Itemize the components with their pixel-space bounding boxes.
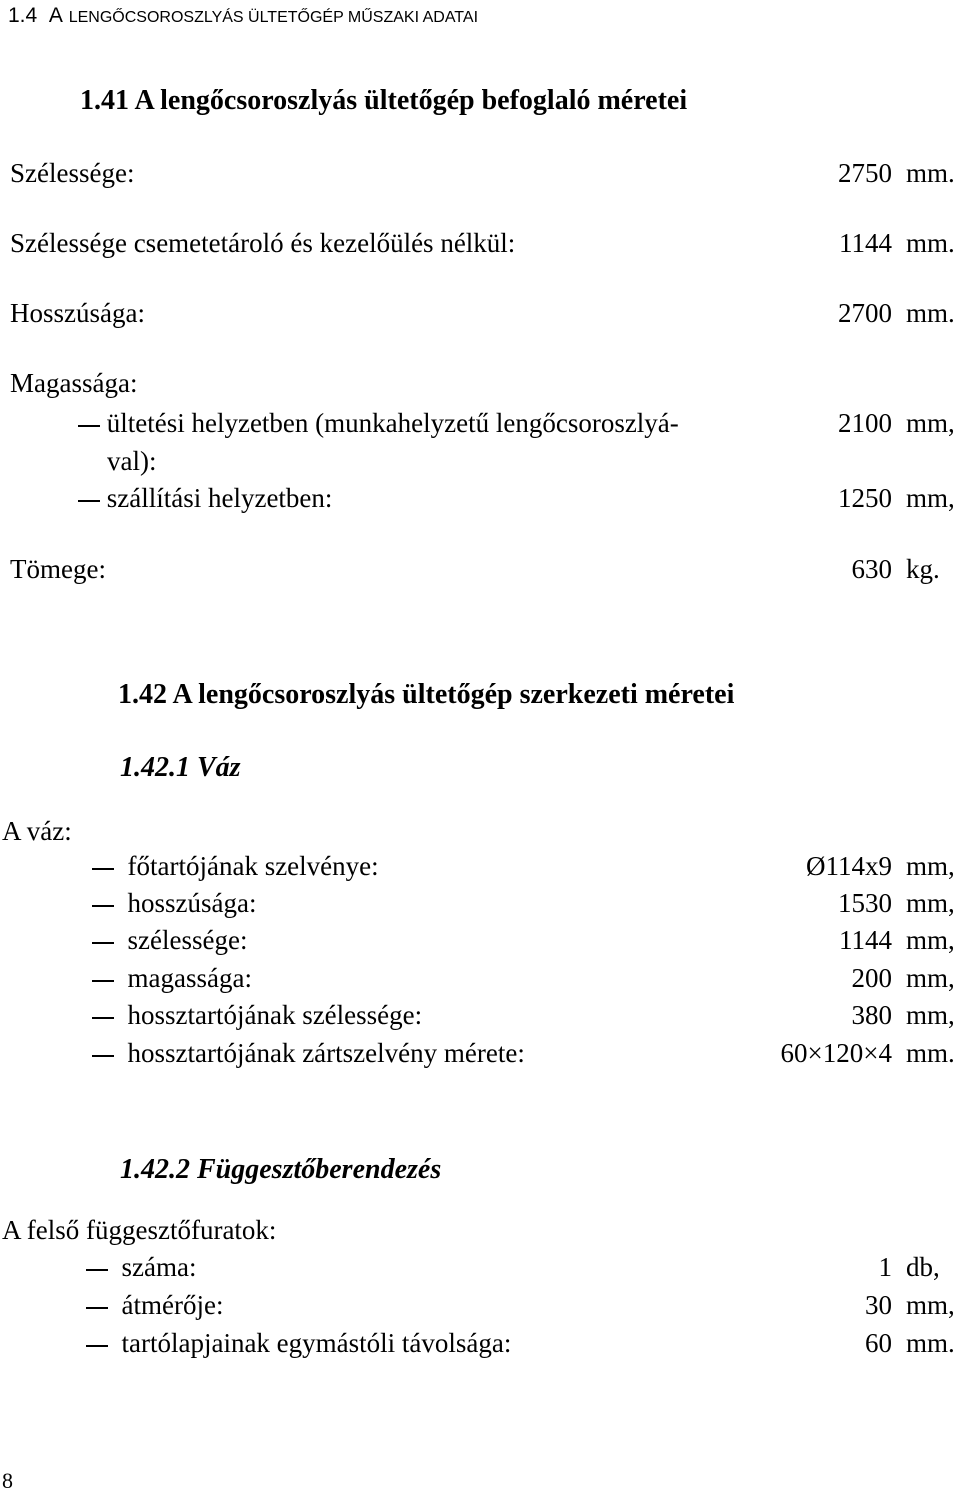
frame-item-unit: mm,	[906, 963, 955, 993]
section-title	[8, 4, 478, 28]
width-without-storage-unit: mm.	[906, 228, 955, 258]
hitch-item-label: átmérője:	[121, 1290, 224, 1320]
hitch-item-value: 30	[865, 1290, 892, 1320]
hitch-item-value: 60	[865, 1328, 892, 1358]
frame-item-value: 1144	[839, 925, 892, 955]
mass-label: Tömege:	[10, 554, 106, 584]
mass-value: 630	[851, 554, 892, 584]
page-number: 8	[2, 1468, 13, 1493]
frame-item-label: főtartójának szelvénye:	[127, 851, 379, 881]
height-transport-item	[78, 483, 332, 514]
dash-bullet	[92, 980, 114, 983]
width-value: 2750	[838, 158, 892, 188]
frame-item	[92, 925, 247, 956]
length-value: 2700	[838, 298, 892, 328]
mass-unit: kg.	[906, 554, 940, 584]
frame-item-label: hosszúsága:	[127, 888, 257, 918]
frame-item-unit: mm,	[906, 1000, 955, 1030]
height-label: Magassága:	[10, 368, 138, 398]
frame-item-unit: mm,	[906, 925, 955, 955]
section-number: 1.4	[8, 4, 38, 27]
hitch-intro: A felső függesztőfuratok:	[2, 1215, 277, 1245]
height-transport-label: szállítási helyzetben:	[106, 483, 333, 513]
frame-item-value: Ø114x9	[806, 851, 892, 881]
hitch-item-label: tartólapjainak egymástóli távolsága:	[121, 1328, 512, 1358]
frame-item	[92, 888, 256, 919]
hitch-item-label: száma:	[121, 1252, 197, 1282]
frame-item-value: 60×120×4	[780, 1038, 892, 1068]
dash-bullet	[78, 500, 100, 503]
frame-item-label: hossztartójának szélessége:	[127, 1000, 423, 1030]
section-title-initial: A	[48, 4, 63, 27]
dash-bullet	[86, 1307, 108, 1310]
section-title-rest: LENGŐCSOROSZLYÁS ÜLTETŐGÉP MŰSZAKI ADATAI	[68, 9, 479, 26]
subsection-1421-heading: 1.42.1 Váz	[120, 752, 241, 783]
frame-item	[92, 1038, 525, 1069]
frame-item-unit: mm,	[906, 888, 955, 918]
dash-bullet	[92, 1017, 114, 1020]
hitch-item-unit: mm.	[906, 1328, 955, 1358]
width-label: Szélessége:	[10, 158, 135, 188]
height-working-unit: mm,	[906, 408, 955, 438]
frame-item-unit: mm.	[906, 1038, 955, 1068]
subsection-142-heading: 1.42 A lengőcsoroszlyás ültetőgép szerkezeti méretei	[118, 679, 735, 710]
dash-bullet	[92, 868, 114, 871]
frame-item-label: hossztartójának zártszelvény mérete:	[127, 1038, 525, 1068]
dash-bullet	[92, 1055, 114, 1058]
frame-intro: A váz:	[2, 816, 72, 846]
height-working-label: ültetési helyzetben (munkahelyzetű lengőcsoroszlyá-	[106, 408, 679, 438]
width-unit: mm.	[906, 158, 955, 188]
length-unit: mm.	[906, 298, 955, 328]
hitch-item	[86, 1328, 511, 1359]
hitch-item-unit: mm,	[906, 1290, 955, 1320]
subsection-1422-heading: 1.42.2 Függesztőberendezés	[120, 1154, 442, 1185]
height-transport-value: 1250	[838, 483, 892, 513]
hitch-item	[86, 1252, 196, 1283]
frame-item-unit: mm,	[906, 851, 955, 881]
height-working-item	[78, 408, 679, 439]
frame-item	[92, 851, 379, 882]
dash-bullet	[86, 1269, 108, 1272]
dash-bullet	[92, 942, 114, 945]
dash-bullet	[86, 1345, 108, 1348]
length-label: Hosszúsága:	[10, 298, 145, 328]
width-without-storage-label: Szélessége csemetetároló és kezelőülés nélkül:	[10, 228, 516, 258]
frame-item	[92, 963, 252, 994]
hitch-item	[86, 1290, 223, 1321]
height-working-label-cont: val):	[107, 446, 157, 476]
height-transport-unit: mm,	[906, 483, 955, 513]
frame-item-label: magassága:	[127, 963, 252, 993]
frame-item-label: szélessége:	[127, 925, 248, 955]
hitch-item-unit: db,	[906, 1252, 940, 1282]
dash-bullet	[92, 905, 114, 908]
hitch-item-value: 1	[878, 1252, 892, 1282]
subsection-141-heading: 1.41 A lengőcsoroszlyás ültetőgép befoglaló méretei	[80, 85, 688, 116]
frame-item	[92, 1000, 422, 1031]
frame-item-value: 380	[851, 1000, 892, 1030]
frame-item-value: 200	[851, 963, 892, 993]
width-without-storage-value: 1144	[839, 228, 892, 258]
height-working-value: 2100	[838, 408, 892, 438]
frame-item-value: 1530	[838, 888, 892, 918]
dash-bullet	[78, 425, 100, 428]
